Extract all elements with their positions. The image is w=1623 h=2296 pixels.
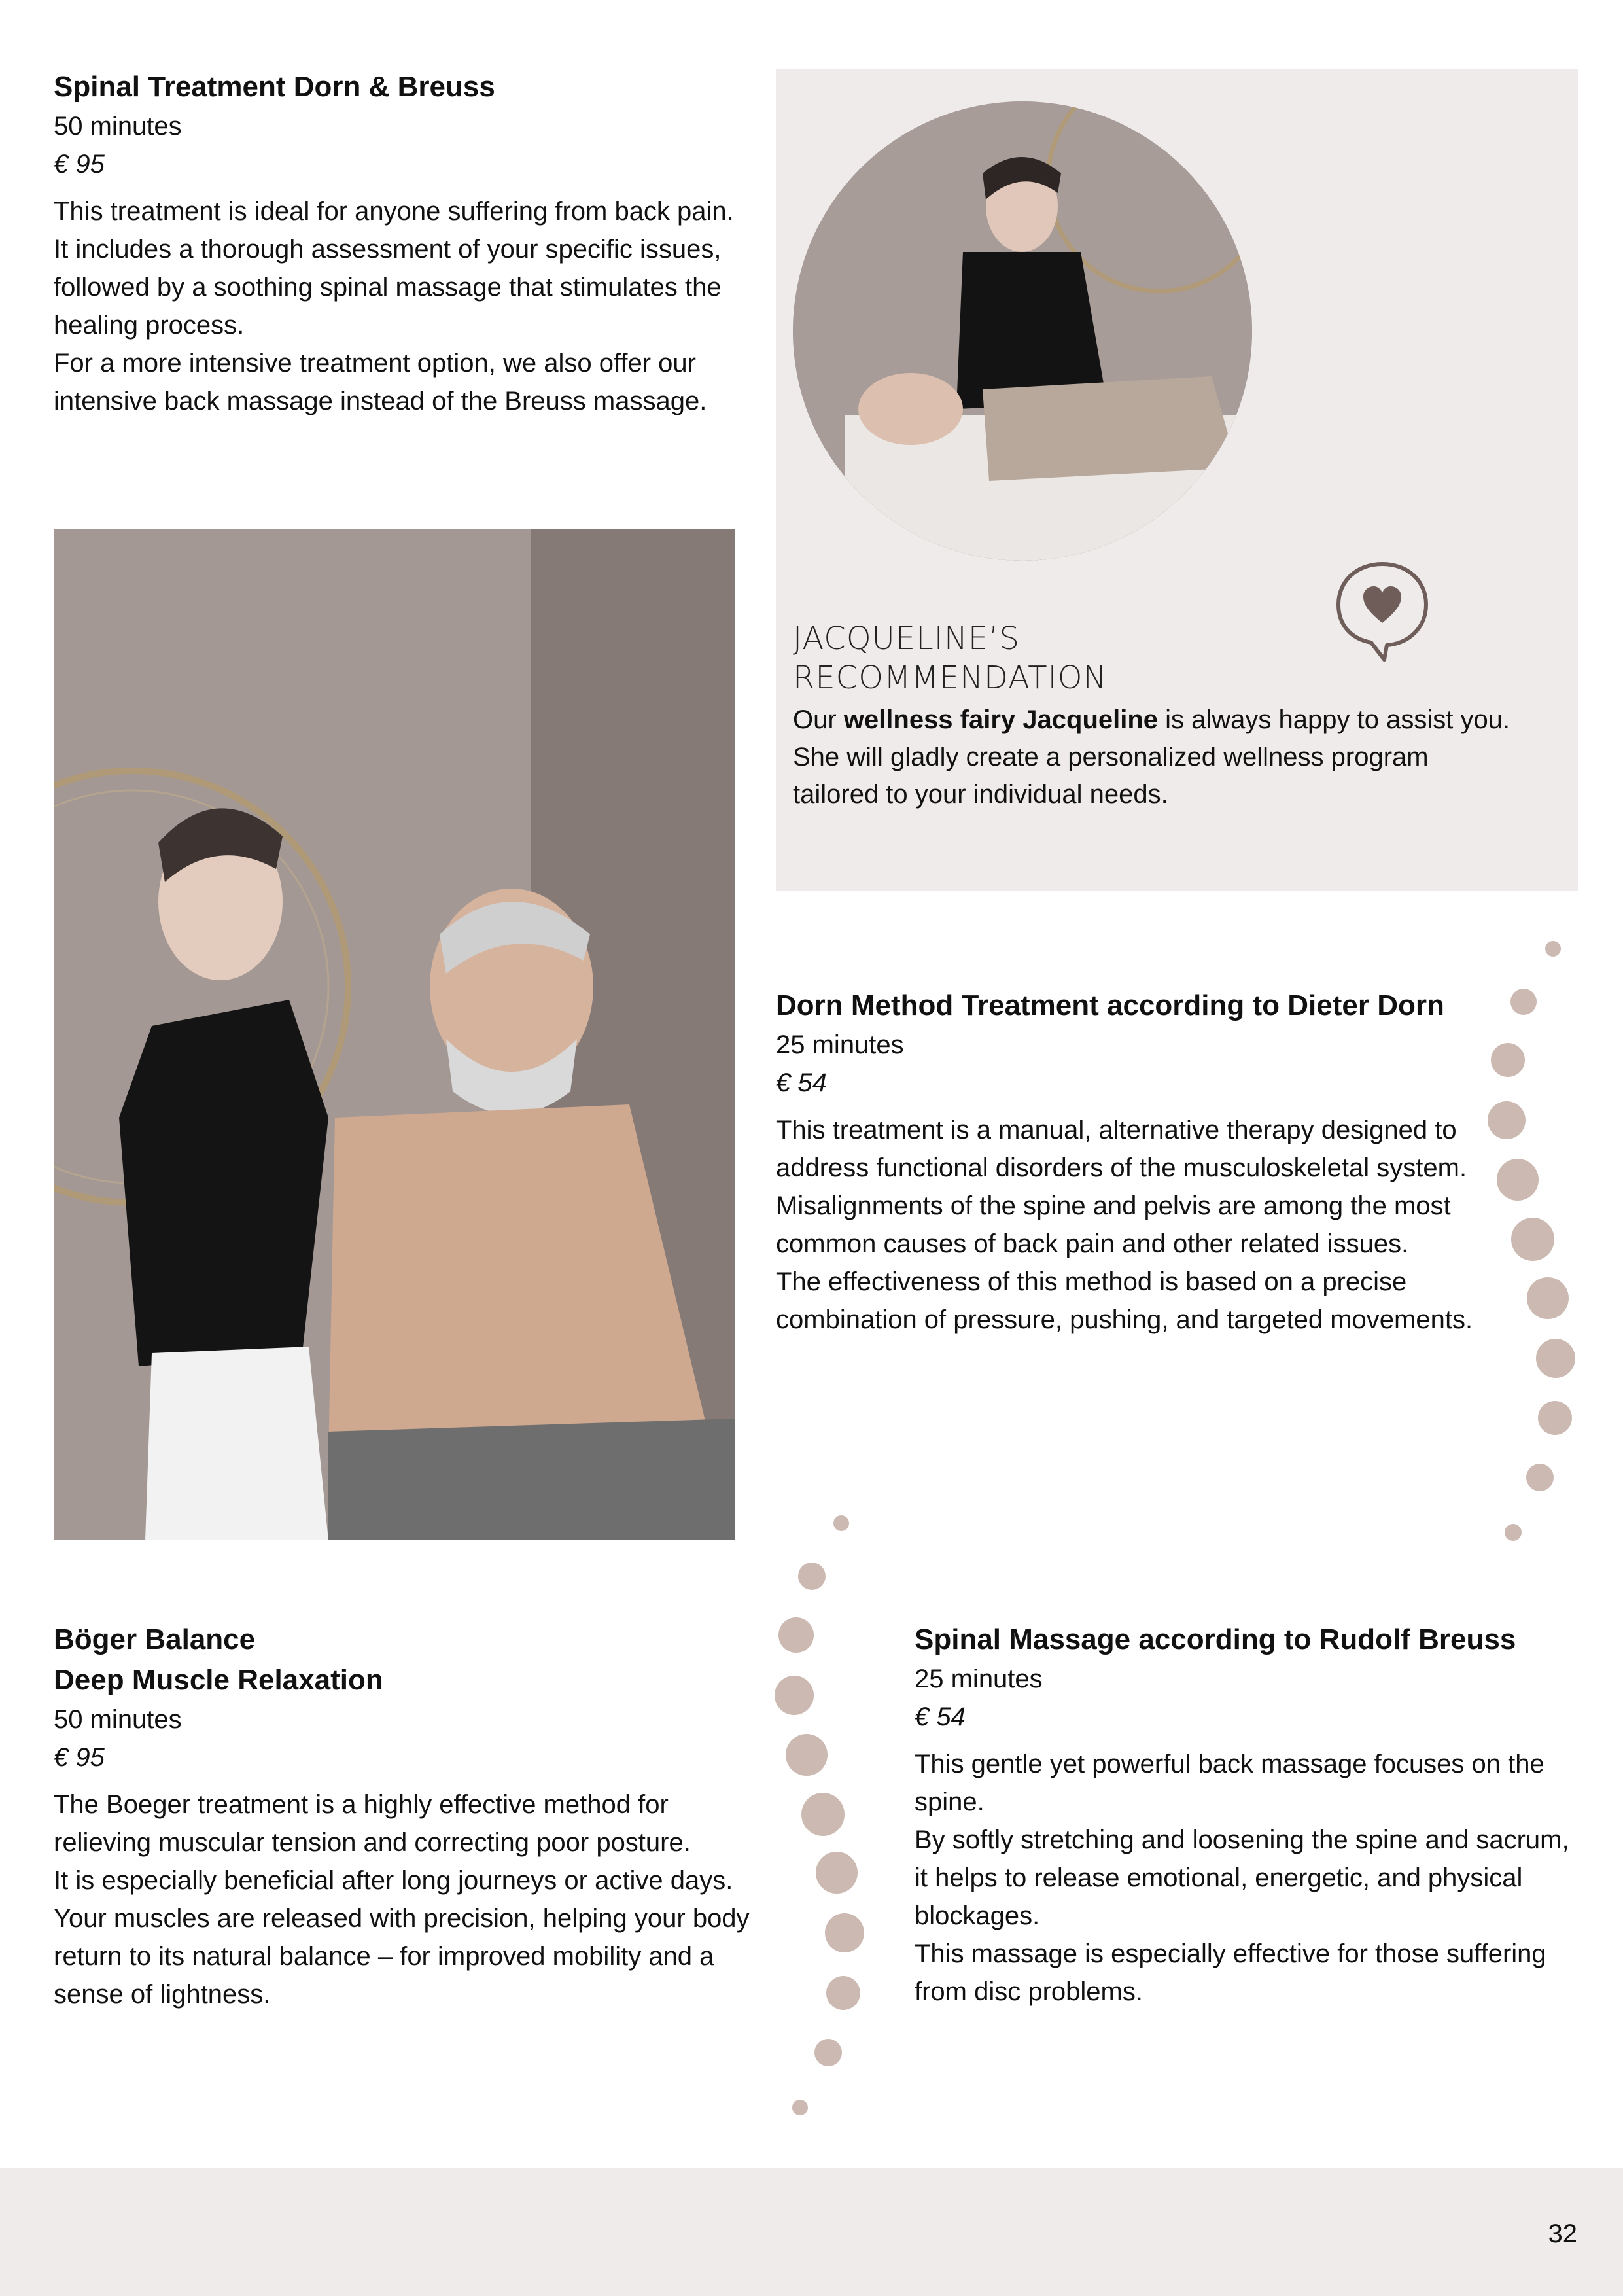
paragraph: For a more intensive treatment option, we also offer our intensive back massage instead of the Breuss massage. [54, 349, 707, 415]
spine-dot [816, 1852, 858, 1894]
paragraph: By softly stretching and loosening the spine and sacrum, it helps to release emotional, energetic, and physical blockages. [915, 1826, 1569, 1930]
recommendation-intro: Our wellness fairy Jacqueline is always happy to assist you. [793, 705, 1510, 734]
section-title: Dorn Method Treatment according to Dieter Dorn [776, 989, 1444, 1021]
spine-dot [1488, 1101, 1526, 1139]
section-breuss-massage [915, 1619, 1582, 2011]
price: € 95 [54, 150, 105, 179]
spine-dot [826, 1976, 860, 2010]
spine-dot [775, 1676, 814, 1715]
spine-dot [798, 1563, 826, 1590]
spine-dot [778, 1617, 814, 1653]
price: € 54 [776, 1069, 827, 1097]
description [776, 1111, 1495, 1339]
price: € 54 [915, 1703, 966, 1731]
paragraph: This treatment is ideal for anyone suffering from back pain. [54, 197, 734, 226]
spine-dot [1491, 1043, 1525, 1077]
section-spinal-dorn-breuss [54, 67, 747, 420]
paragraph: Your muscles are released with precision, helping your body return to its natural balance – for improved mobility and a sense of lightness. [54, 1904, 750, 2009]
treatment-photo [54, 529, 735, 1540]
paragraph: It includes a thorough assessment of your specific issues, followed by a soothing spinal massage that stimulates the healing process. [54, 235, 722, 340]
title-line: Deep Muscle Relaxation [54, 1664, 383, 1696]
title-line: Böger Balance [54, 1623, 256, 1655]
page-number: 32 [1548, 2219, 1577, 2248]
recommendation-line: She will gladly create a personalized wellness program tailored to your individual needs. [793, 743, 1429, 809]
spine-dot [1526, 1464, 1554, 1491]
spine-dot [1538, 1401, 1572, 1435]
duration: 25 minutes [915, 1665, 1043, 1693]
heart-speech-icon [1335, 560, 1430, 665]
description [915, 1745, 1582, 2011]
spine-dot [1497, 1159, 1539, 1201]
page-footer [0, 2168, 1623, 2296]
paragraph: It is especially beneficial after long journeys or active days. [54, 1866, 733, 1895]
description [54, 192, 747, 420]
paragraph: This gentle yet powerful back massage focuses on the spine. [915, 1750, 1544, 1816]
spine-dot [801, 1793, 845, 1836]
spine-dot [833, 1515, 849, 1531]
section-title [54, 1619, 754, 1701]
duration: 50 minutes [54, 112, 182, 141]
section-title: Spinal Treatment Dorn & Breuss [54, 71, 495, 103]
jacqueline-highlight: wellness fairy Jacqueline [843, 705, 1159, 734]
section-title: Spinal Massage according to Rudolf Breuss [915, 1623, 1516, 1655]
paragraph: This treatment is a manual, alternative therapy designed to address functional disorders of the musculoskeletal system. [776, 1116, 1467, 1182]
paragraph: This massage is especially effective for those suffering from disc problems. [915, 1939, 1546, 2006]
spine-dot [1527, 1277, 1569, 1319]
description [54, 1786, 754, 2013]
paragraph: The Boeger treatment is a highly effective method for relieving muscular tension and correcting poor posture. [54, 1790, 691, 1857]
spine-dot [814, 2039, 842, 2066]
paragraph: The effectiveness of this method is based on a precise combination of pressure, pushing, and targeted movements. [776, 1267, 1473, 1334]
spine-dot [1511, 1218, 1554, 1261]
spine-dot [1505, 1524, 1522, 1541]
paragraph: Misalignments of the spine and pelvis are among the most common causes of back pain and other related issues. [776, 1192, 1451, 1258]
spine-dot [1545, 941, 1561, 957]
spine-dot [792, 2100, 808, 2115]
price: € 95 [54, 1743, 105, 1772]
section-boeger-balance [54, 1619, 754, 2013]
section-dorn-method [776, 985, 1495, 1339]
recommendation-text [793, 701, 1519, 813]
spine-dot [1536, 1339, 1575, 1378]
duration: 50 minutes [54, 1705, 182, 1734]
spine-dot [1510, 989, 1537, 1015]
spine-dot [786, 1734, 828, 1776]
recommendation-photo [793, 101, 1252, 561]
spine-dot [825, 1913, 864, 1952]
recommendation-heading: JACQUELINE’S RECOMMENDATION [793, 620, 1108, 696]
duration: 25 minutes [776, 1031, 904, 1059]
